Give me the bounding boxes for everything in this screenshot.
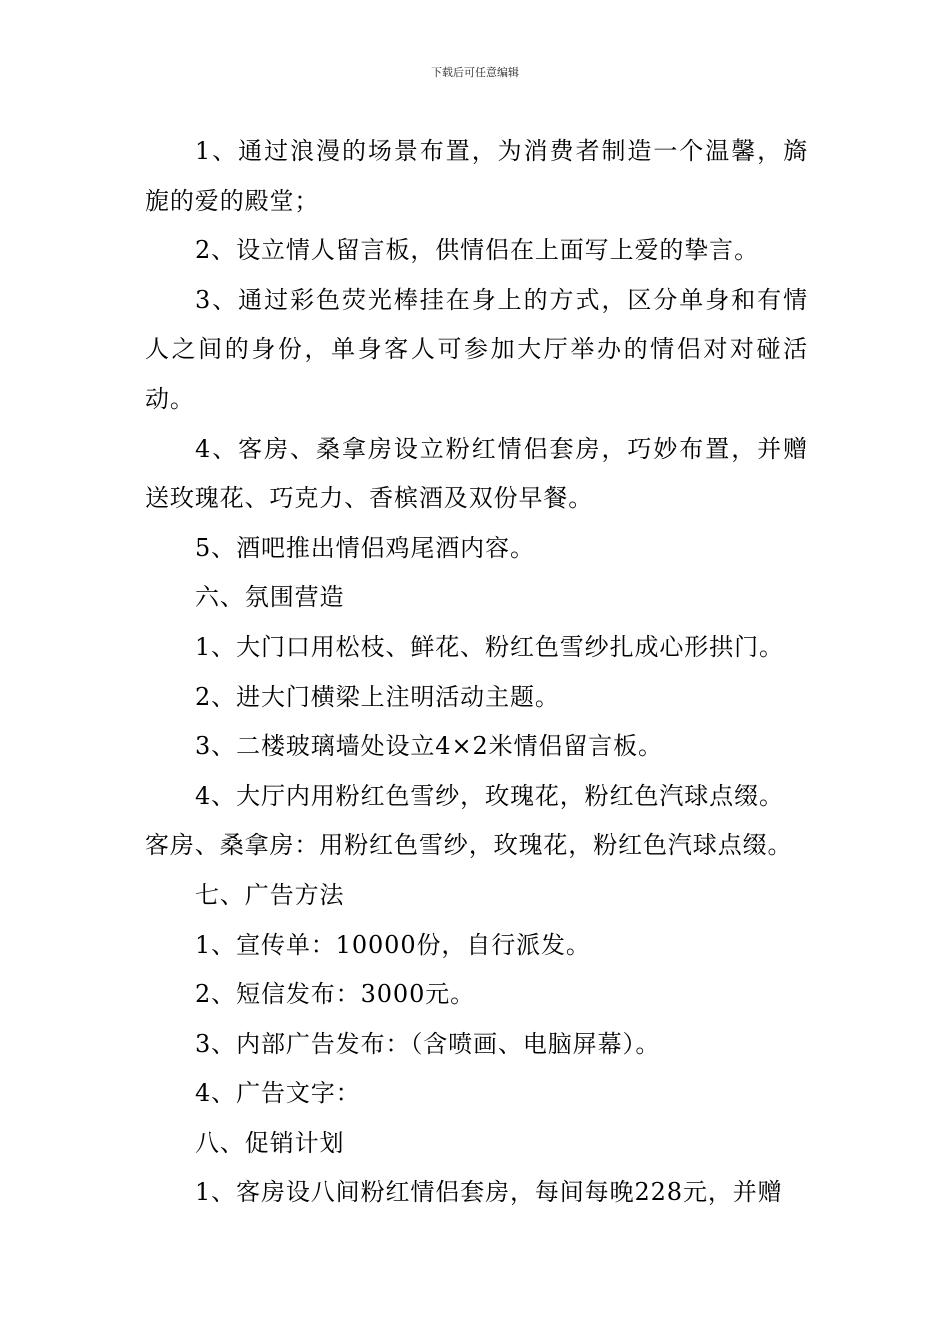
section-heading: 八、促销计划 xyxy=(195,1128,345,1157)
paragraph: 1、大门口用松枝、鲜花、粉红色雪纱扎成心形拱门。 xyxy=(195,632,784,661)
paragraph: 4、广告文字： xyxy=(195,1079,361,1108)
paragraph: 3、内部广告发布：（含喷画、电脑屏幕）。 xyxy=(195,1029,661,1058)
paragraph: 1、通过浪漫的场景布置，为消费者制造一个温馨，旖旎的爱的殿堂； xyxy=(145,137,808,215)
paragraph: 1、宣传单：10000份，自行派发。 xyxy=(195,930,591,959)
section-heading: 七、广告方法 xyxy=(195,880,345,909)
paragraph: 3、通过彩色荧光棒挂在身上的方式，区分单身和有情人之间的身份，单身客人可参加大厅举办的情侣对对碰活动。 xyxy=(145,285,808,413)
paragraph: 5、酒吧推出情侣鸡尾酒内容。 xyxy=(195,533,535,562)
paragraph: 1、客房设八间粉红情侣套房，每间每晚228元，并赠 xyxy=(195,1178,783,1207)
section-heading: 六、氛围营造 xyxy=(195,583,345,612)
paragraph: 4、大厅内用粉红色雪纱，玫瑰花，粉红色汽球点缀。 xyxy=(195,781,784,810)
page-header: 下载后可任意编辑 xyxy=(431,66,519,79)
paragraph: 2、短信发布：3000元。 xyxy=(195,980,476,1009)
paragraph: 客房、桑拿房：用粉红色雪纱，玫瑰花，粉红色汽球点缀。 xyxy=(145,831,793,860)
document-body xyxy=(145,127,808,1218)
paragraph: 2、进大门横梁上注明活动主题。 xyxy=(195,682,560,711)
paragraph: 3、二楼玻璃墙处设立4×2米情侣留言板。 xyxy=(195,732,663,761)
paragraph: 2、设立情人留言板，供情侣在上面写上爱的挚言。 xyxy=(195,236,759,265)
paragraph: 4、客房、桑拿房设立粉红情侣套房，巧妙布置，并赠送玫瑰花、巧克力、香槟酒及双份早餐。 xyxy=(145,434,808,513)
